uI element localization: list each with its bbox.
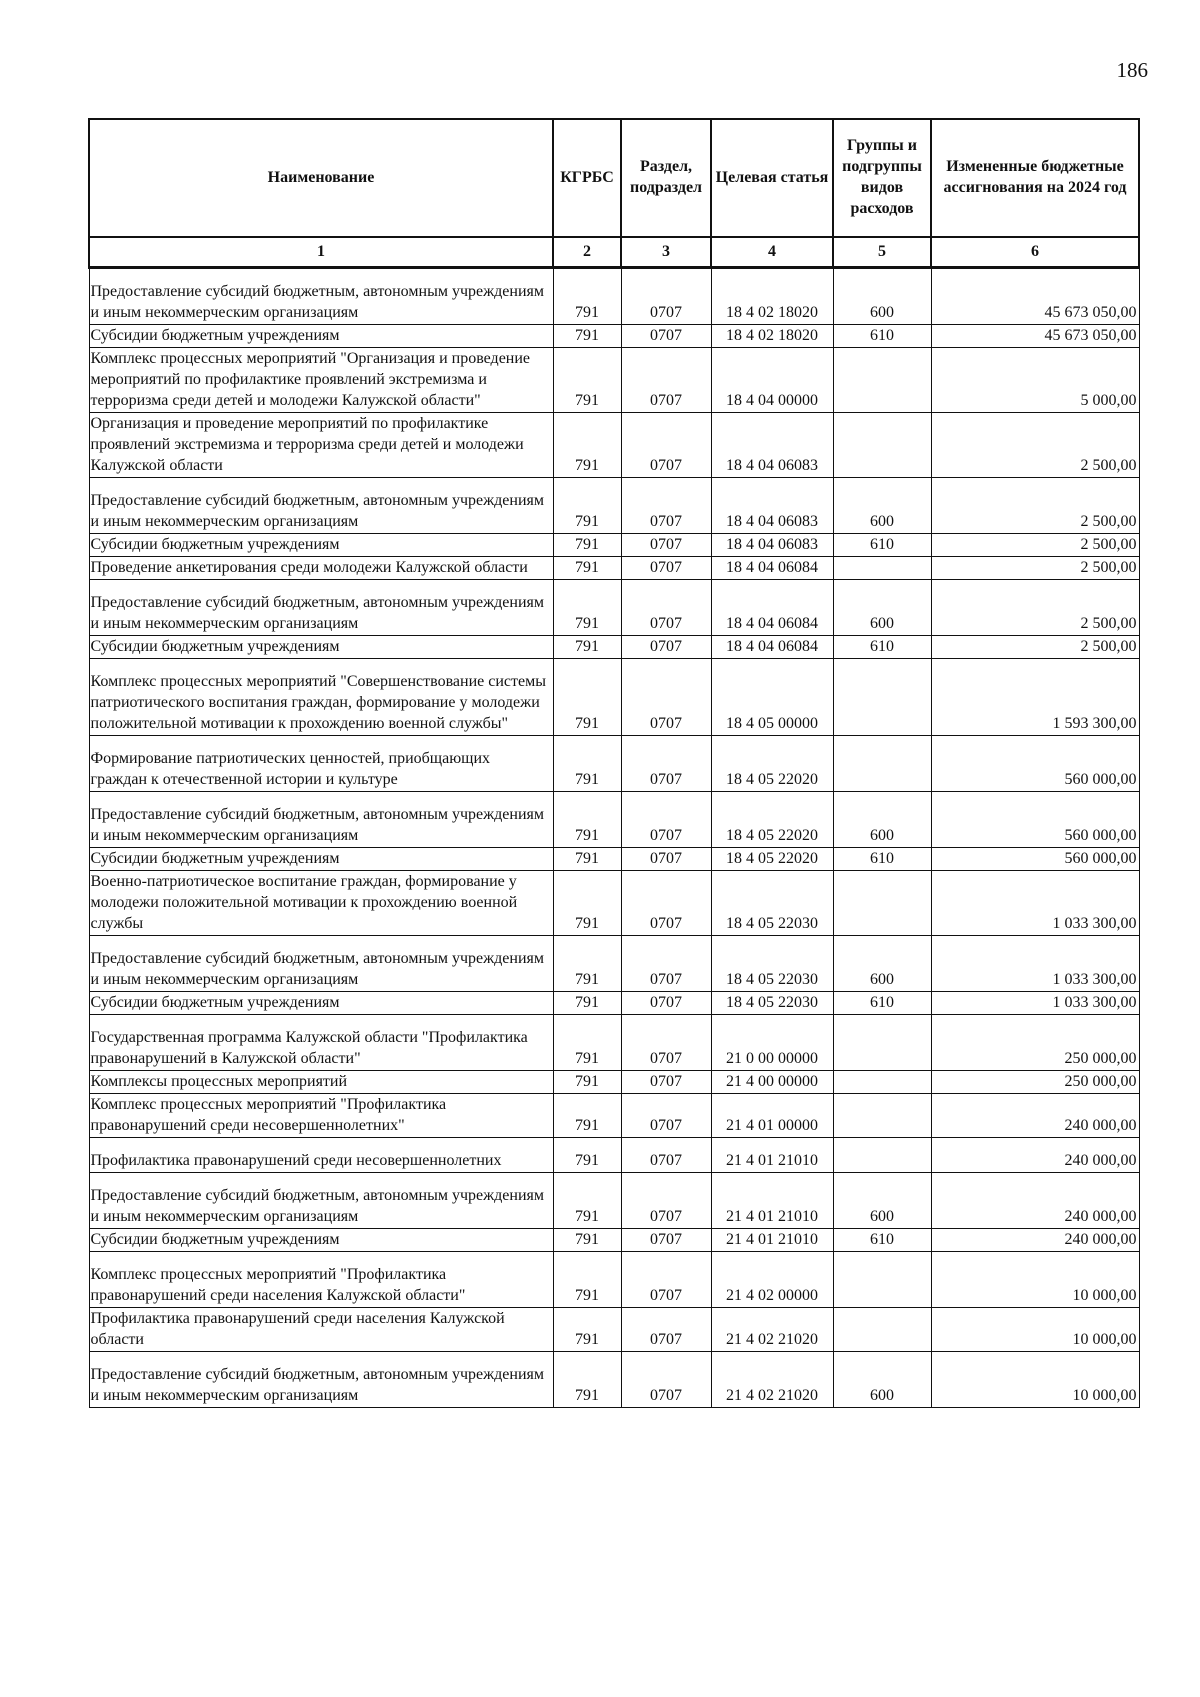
- row-kgrbs-cell: 791: [553, 1094, 621, 1138]
- row-name-cell: Предоставление субсидий бюджетным, автономным учреждениям и иным некоммерческим организациям: [89, 268, 553, 325]
- table-row: [89, 848, 1139, 871]
- row-amount-cell: 45 673 050,00: [931, 325, 1139, 348]
- row-section-cell: 0707: [621, 1252, 711, 1308]
- row-name-cell: Предоставление субсидий бюджетным, автономным учреждениям и иным некоммерческим организациям: [89, 936, 553, 992]
- table-row: [89, 580, 1139, 636]
- row-name-cell: Военно-патриотическое воспитание граждан, формирование у молодежи положительной мотивации к прохождению военной службы: [89, 871, 553, 936]
- column-number: 4: [711, 237, 833, 268]
- row-name-cell: Комплексы процессных мероприятий: [89, 1071, 553, 1094]
- row-kgrbs-cell: 791: [553, 1138, 621, 1173]
- row-group-cell: [833, 557, 931, 580]
- row-amount-cell: 2 500,00: [931, 534, 1139, 557]
- table-row: [89, 534, 1139, 557]
- row-target-cell: 18 4 05 22020: [711, 736, 833, 792]
- table-row: [89, 659, 1139, 736]
- table-row: [89, 1229, 1139, 1252]
- row-group-cell: [833, 1015, 931, 1071]
- table-row: [89, 1308, 1139, 1352]
- row-name-cell: Комплекс процессных мероприятий "Профилактика правонарушений среди несовершеннолетних": [89, 1094, 553, 1138]
- row-amount-cell: 240 000,00: [931, 1138, 1139, 1173]
- row-kgrbs-cell: 791: [553, 659, 621, 736]
- row-kgrbs-cell: 791: [553, 1071, 621, 1094]
- row-name-cell: Субсидии бюджетным учреждениям: [89, 534, 553, 557]
- page-number: 186: [1116, 58, 1148, 82]
- table-row: [89, 1252, 1139, 1308]
- row-name-cell: Предоставление субсидий бюджетным, автономным учреждениям и иным некоммерческим организациям: [89, 1173, 553, 1229]
- row-section-cell: 0707: [621, 478, 711, 534]
- row-amount-cell: 1 033 300,00: [931, 992, 1139, 1015]
- row-target-cell: 18 4 05 00000: [711, 659, 833, 736]
- table-row: [89, 636, 1139, 659]
- row-group-cell: [833, 1071, 931, 1094]
- header-section: Раздел, подраздел: [621, 119, 711, 237]
- row-name-cell: Комплекс процессных мероприятий "Организация и проведение мероприятий по профилактике проявлений экстремизма и терроризма среди детей и молодежи Калужской области": [89, 348, 553, 413]
- row-section-cell: 0707: [621, 580, 711, 636]
- row-amount-cell: 2 500,00: [931, 557, 1139, 580]
- table-row: [89, 792, 1139, 848]
- row-group-cell: [833, 1308, 931, 1352]
- row-name-cell: Предоставление субсидий бюджетным, автономным учреждениям и иным некоммерческим организациям: [89, 1352, 553, 1408]
- row-section-cell: 0707: [621, 1352, 711, 1408]
- row-group-cell: [833, 348, 931, 413]
- table-row: [89, 413, 1139, 478]
- row-target-cell: 18 4 04 00000: [711, 348, 833, 413]
- row-amount-cell: 2 500,00: [931, 478, 1139, 534]
- row-amount-cell: 250 000,00: [931, 1015, 1139, 1071]
- row-group-cell: 600: [833, 478, 931, 534]
- table-row: [89, 348, 1139, 413]
- row-kgrbs-cell: 791: [553, 325, 621, 348]
- row-section-cell: 0707: [621, 557, 711, 580]
- row-section-cell: 0707: [621, 992, 711, 1015]
- row-section-cell: 0707: [621, 792, 711, 848]
- row-target-cell: 18 4 04 06083: [711, 534, 833, 557]
- table-row: [89, 557, 1139, 580]
- row-group-cell: [833, 1094, 931, 1138]
- row-section-cell: 0707: [621, 325, 711, 348]
- row-section-cell: 0707: [621, 1015, 711, 1071]
- table-row: [89, 1071, 1139, 1094]
- column-number-row: [89, 237, 1139, 268]
- row-target-cell: 18 4 04 06084: [711, 580, 833, 636]
- row-group-cell: 610: [833, 636, 931, 659]
- row-kgrbs-cell: 791: [553, 478, 621, 534]
- row-name-cell: Предоставление субсидий бюджетным, автономным учреждениям и иным некоммерческим организациям: [89, 478, 553, 534]
- row-amount-cell: 560 000,00: [931, 736, 1139, 792]
- row-section-cell: 0707: [621, 1173, 711, 1229]
- row-target-cell: 18 4 05 22030: [711, 992, 833, 1015]
- row-target-cell: 18 4 04 06083: [711, 478, 833, 534]
- header-group: Группы и подгруппы видов расходов: [833, 119, 931, 237]
- row-kgrbs-cell: 791: [553, 736, 621, 792]
- row-amount-cell: 45 673 050,00: [931, 268, 1139, 325]
- row-section-cell: 0707: [621, 1071, 711, 1094]
- row-kgrbs-cell: 791: [553, 1229, 621, 1252]
- row-section-cell: 0707: [621, 1229, 711, 1252]
- row-section-cell: 0707: [621, 1094, 711, 1138]
- table-row: [89, 992, 1139, 1015]
- row-name-cell: Субсидии бюджетным учреждениям: [89, 636, 553, 659]
- row-target-cell: 18 4 05 22020: [711, 792, 833, 848]
- row-kgrbs-cell: 791: [553, 1173, 621, 1229]
- row-kgrbs-cell: 791: [553, 557, 621, 580]
- row-name-cell: Субсидии бюджетным учреждениям: [89, 1229, 553, 1252]
- row-amount-cell: 1 593 300,00: [931, 659, 1139, 736]
- row-name-cell: Субсидии бюджетным учреждениям: [89, 325, 553, 348]
- row-group-cell: 610: [833, 1229, 931, 1252]
- table-row: [89, 1138, 1139, 1173]
- column-number: 5: [833, 237, 931, 268]
- column-number: 3: [621, 237, 711, 268]
- row-target-cell: 18 4 02 18020: [711, 325, 833, 348]
- row-kgrbs-cell: 791: [553, 580, 621, 636]
- row-kgrbs-cell: 791: [553, 636, 621, 659]
- row-kgrbs-cell: 791: [553, 871, 621, 936]
- row-amount-cell: 250 000,00: [931, 1071, 1139, 1094]
- row-target-cell: 18 4 04 06084: [711, 557, 833, 580]
- table-row: [89, 478, 1139, 534]
- row-section-cell: 0707: [621, 413, 711, 478]
- row-target-cell: 18 4 02 18020: [711, 268, 833, 325]
- row-target-cell: 21 4 01 21010: [711, 1229, 833, 1252]
- row-group-cell: [833, 659, 931, 736]
- row-section-cell: 0707: [621, 636, 711, 659]
- row-section-cell: 0707: [621, 848, 711, 871]
- row-group-cell: [833, 871, 931, 936]
- row-section-cell: 0707: [621, 659, 711, 736]
- row-amount-cell: 240 000,00: [931, 1229, 1139, 1252]
- row-name-cell: Предоставление субсидий бюджетным, автономным учреждениям и иным некоммерческим организациям: [89, 580, 553, 636]
- row-section-cell: 0707: [621, 871, 711, 936]
- row-kgrbs-cell: 791: [553, 848, 621, 871]
- table-row: [89, 1352, 1139, 1408]
- row-kgrbs-cell: 791: [553, 534, 621, 557]
- row-amount-cell: 2 500,00: [931, 636, 1139, 659]
- header-amount: Измененные бюджетные ассигнования на 2024 год: [931, 119, 1139, 237]
- header-target: Целевая статья: [711, 119, 833, 237]
- row-name-cell: Субсидии бюджетным учреждениям: [89, 992, 553, 1015]
- row-group-cell: [833, 1138, 931, 1173]
- row-group-cell: 610: [833, 992, 931, 1015]
- row-kgrbs-cell: 791: [553, 992, 621, 1015]
- row-section-cell: 0707: [621, 1308, 711, 1352]
- row-name-cell: Комплекс процессных мероприятий "Совершенствование системы патриотического воспитания граждан, формирование у молодежи положительной мотивации к прохождению военной службы": [89, 659, 553, 736]
- table-row: [89, 1173, 1139, 1229]
- table-row: [89, 325, 1139, 348]
- row-kgrbs-cell: 791: [553, 348, 621, 413]
- row-amount-cell: 2 500,00: [931, 413, 1139, 478]
- table-row: [89, 736, 1139, 792]
- row-name-cell: Комплекс процессных мероприятий "Профилактика правонарушений среди населения Калужской области": [89, 1252, 553, 1308]
- row-kgrbs-cell: 791: [553, 1352, 621, 1408]
- row-target-cell: 21 4 01 00000: [711, 1094, 833, 1138]
- row-target-cell: 18 4 05 22020: [711, 848, 833, 871]
- row-group-cell: 600: [833, 936, 931, 992]
- row-amount-cell: 240 000,00: [931, 1173, 1139, 1229]
- row-name-cell: Организация и проведение мероприятий по профилактике проявлений экстремизма и терроризма среди детей и молодежи Калужской области: [89, 413, 553, 478]
- row-section-cell: 0707: [621, 736, 711, 792]
- row-group-cell: [833, 413, 931, 478]
- row-name-cell: Профилактика правонарушений среди населения Калужской области: [89, 1308, 553, 1352]
- row-target-cell: 21 0 00 00000: [711, 1015, 833, 1071]
- header-name: Наименование: [89, 119, 553, 237]
- row-name-cell: Профилактика правонарушений среди несовершеннолетних: [89, 1138, 553, 1173]
- row-group-cell: 600: [833, 580, 931, 636]
- row-target-cell: 21 4 00 00000: [711, 1071, 833, 1094]
- header-kgrbs: КГРБС: [553, 119, 621, 237]
- table-body: [89, 268, 1139, 1408]
- row-amount-cell: 5 000,00: [931, 348, 1139, 413]
- column-number: 6: [931, 237, 1139, 268]
- row-name-cell: Субсидии бюджетным учреждениям: [89, 848, 553, 871]
- row-target-cell: 18 4 05 22030: [711, 871, 833, 936]
- row-kgrbs-cell: 791: [553, 1308, 621, 1352]
- table-row: [89, 936, 1139, 992]
- row-group-cell: 610: [833, 534, 931, 557]
- row-amount-cell: 10 000,00: [931, 1352, 1139, 1408]
- row-group-cell: 600: [833, 268, 931, 325]
- row-target-cell: 21 4 01 21010: [711, 1138, 833, 1173]
- row-section-cell: 0707: [621, 268, 711, 325]
- row-section-cell: 0707: [621, 1138, 711, 1173]
- row-name-cell: Государственная программа Калужской области "Профилактика правонарушений в Калужской области": [89, 1015, 553, 1071]
- row-group-cell: 600: [833, 1173, 931, 1229]
- row-target-cell: 21 4 02 21020: [711, 1308, 833, 1352]
- row-section-cell: 0707: [621, 348, 711, 413]
- row-section-cell: 0707: [621, 936, 711, 992]
- row-amount-cell: 1 033 300,00: [931, 936, 1139, 992]
- budget-table: [88, 118, 1140, 1408]
- row-amount-cell: 2 500,00: [931, 580, 1139, 636]
- row-target-cell: 21 4 02 00000: [711, 1252, 833, 1308]
- row-target-cell: 18 4 04 06083: [711, 413, 833, 478]
- row-group-cell: 610: [833, 848, 931, 871]
- row-section-cell: 0707: [621, 534, 711, 557]
- header-row: [89, 119, 1139, 237]
- row-amount-cell: 10 000,00: [931, 1308, 1139, 1352]
- table-row: [89, 871, 1139, 936]
- row-amount-cell: 10 000,00: [931, 1252, 1139, 1308]
- row-amount-cell: 560 000,00: [931, 792, 1139, 848]
- row-target-cell: 18 4 04 06084: [711, 636, 833, 659]
- column-number: 1: [89, 237, 553, 268]
- table-row: [89, 1094, 1139, 1138]
- row-name-cell: Формирование патриотических ценностей, приобщающих граждан к отечественной истории и культуре: [89, 736, 553, 792]
- row-amount-cell: 240 000,00: [931, 1094, 1139, 1138]
- table-row: [89, 268, 1139, 325]
- row-target-cell: 21 4 02 21020: [711, 1352, 833, 1408]
- row-amount-cell: 560 000,00: [931, 848, 1139, 871]
- row-kgrbs-cell: 791: [553, 413, 621, 478]
- table-row: [89, 1015, 1139, 1071]
- row-amount-cell: 1 033 300,00: [931, 871, 1139, 936]
- row-kgrbs-cell: 791: [553, 792, 621, 848]
- row-target-cell: 18 4 05 22030: [711, 936, 833, 992]
- row-kgrbs-cell: 791: [553, 936, 621, 992]
- row-name-cell: Проведение анкетирования среди молодежи Калужской области: [89, 557, 553, 580]
- row-kgrbs-cell: 791: [553, 1015, 621, 1071]
- row-kgrbs-cell: 791: [553, 268, 621, 325]
- row-target-cell: 21 4 01 21010: [711, 1173, 833, 1229]
- row-group-cell: 600: [833, 1352, 931, 1408]
- row-group-cell: 600: [833, 792, 931, 848]
- row-group-cell: [833, 1252, 931, 1308]
- row-group-cell: 610: [833, 325, 931, 348]
- row-group-cell: [833, 736, 931, 792]
- column-number: 2: [553, 237, 621, 268]
- row-name-cell: Предоставление субсидий бюджетным, автономным учреждениям и иным некоммерческим организациям: [89, 792, 553, 848]
- row-kgrbs-cell: 791: [553, 1252, 621, 1308]
